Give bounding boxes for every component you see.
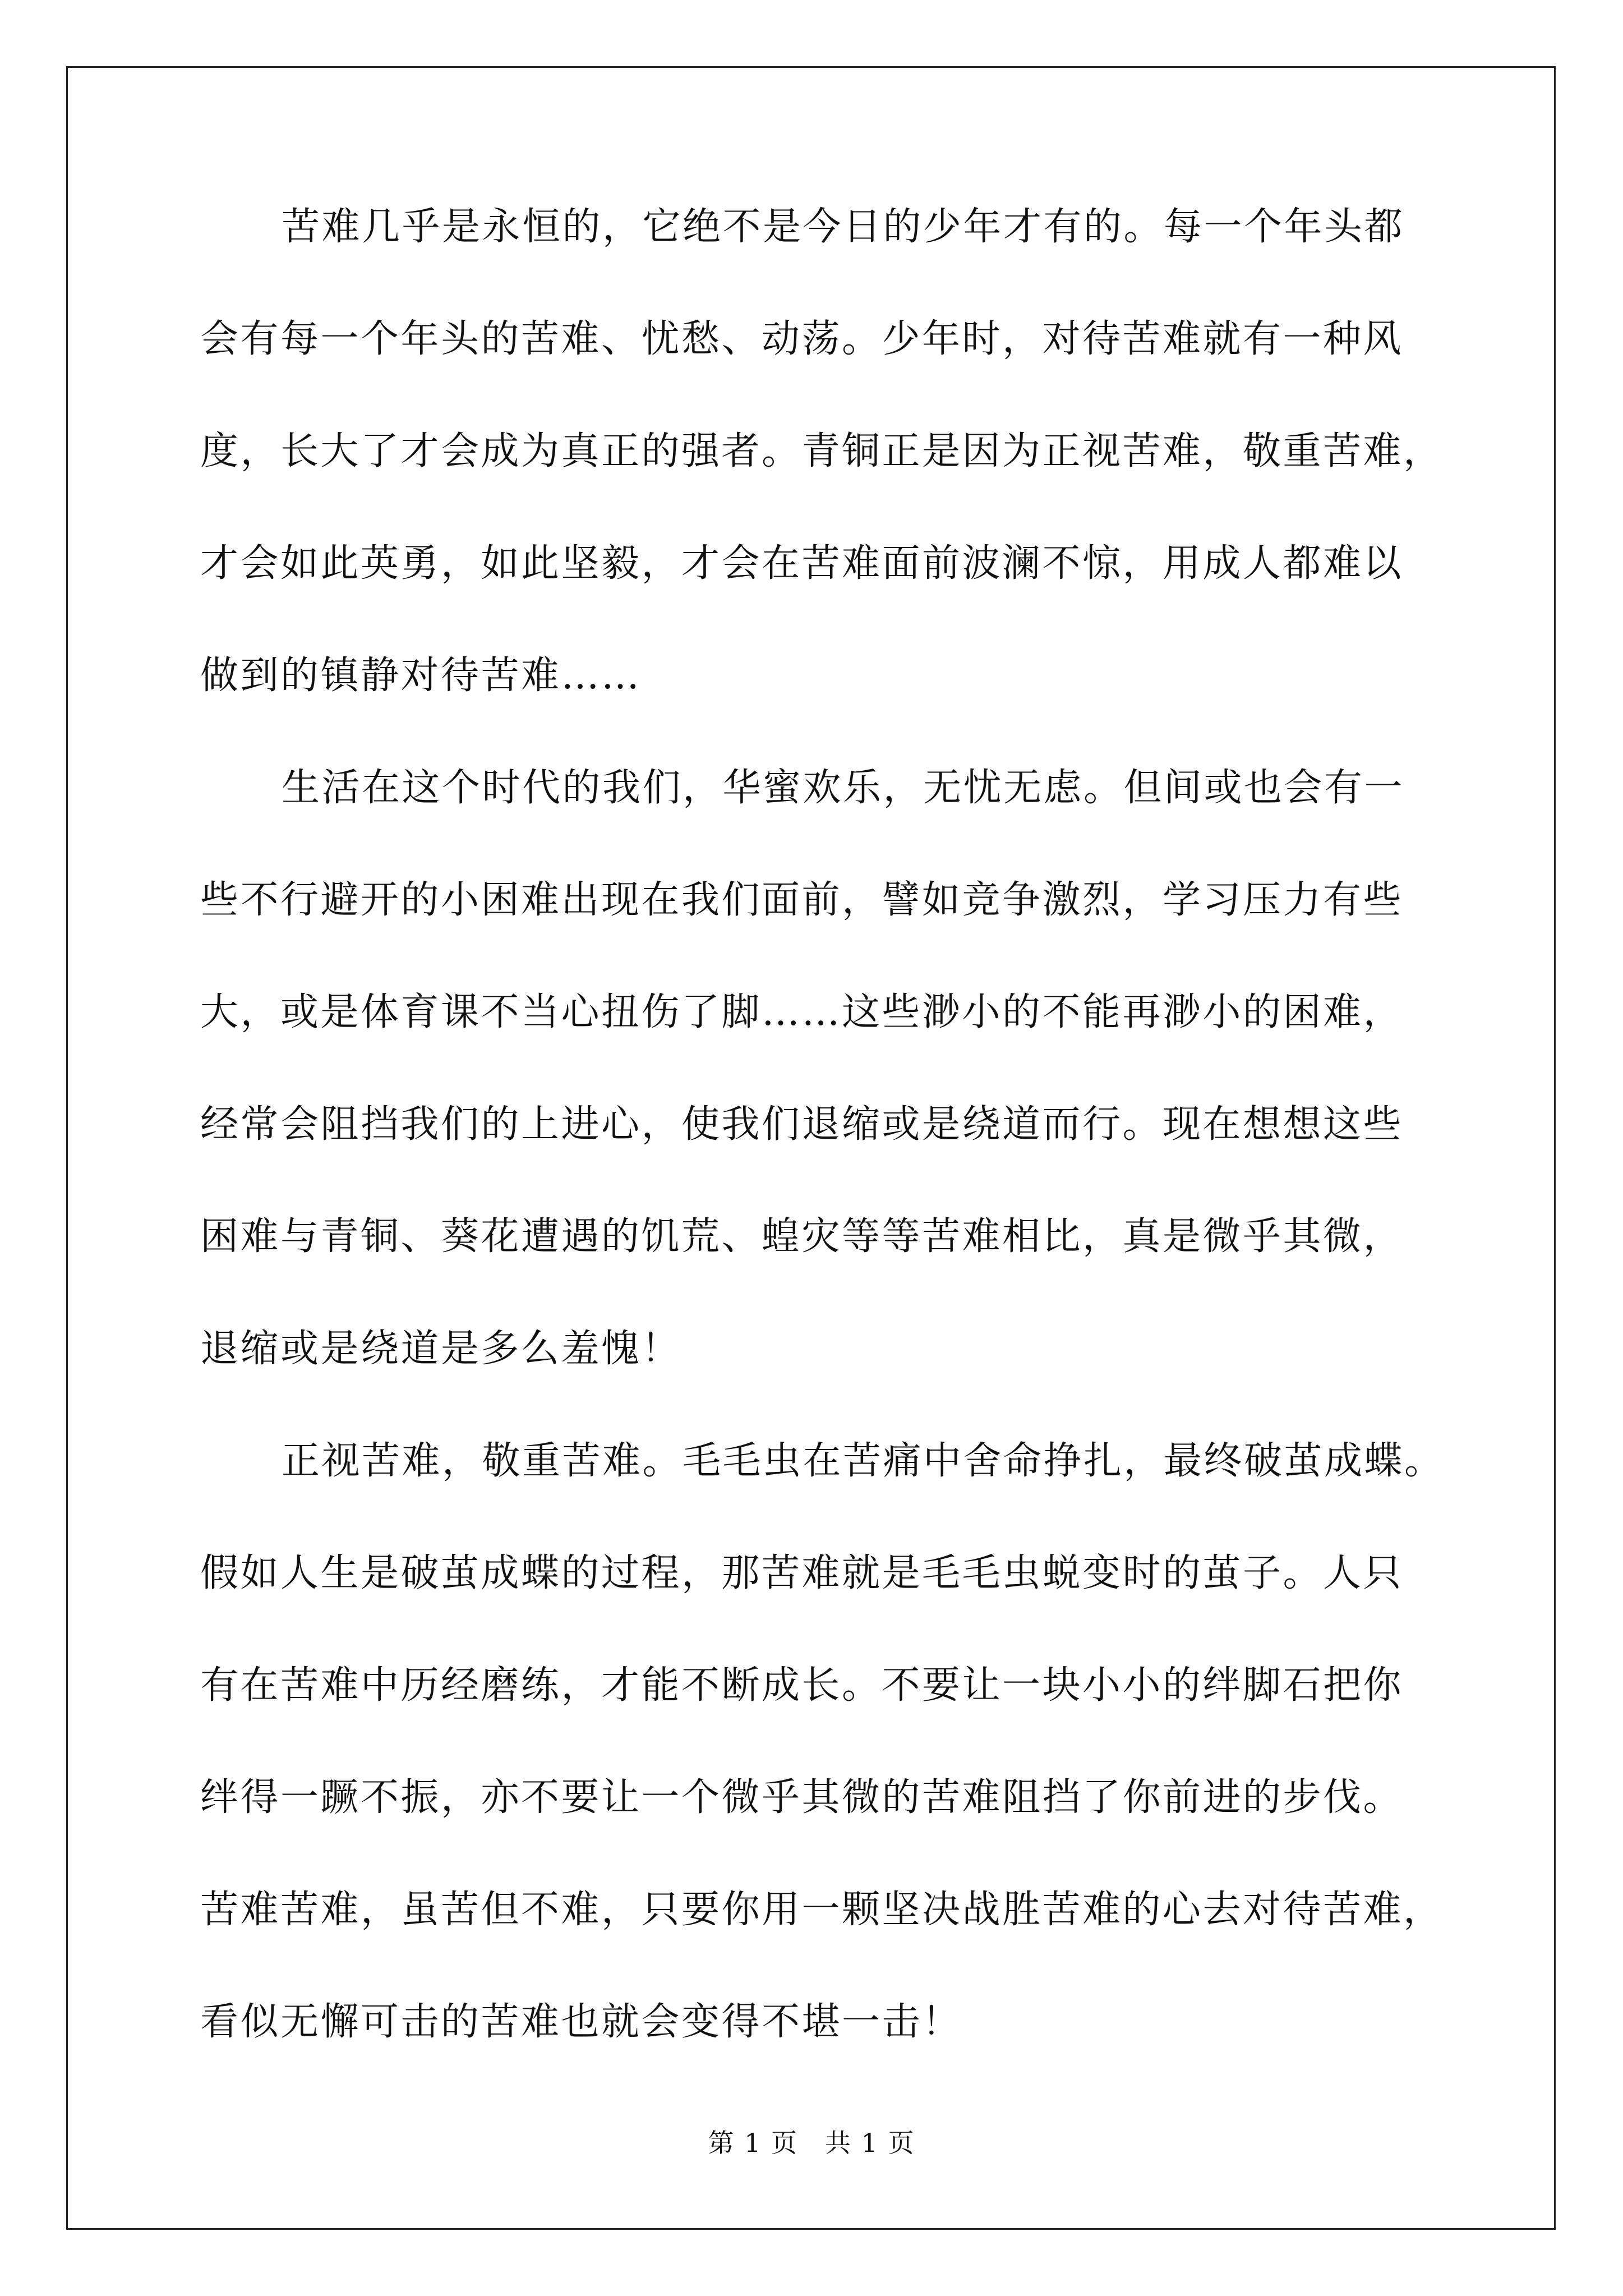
paragraph-1-line-5: 做到的镇静对待苦难…… — [200, 654, 642, 698]
paragraph-2-line-5: 困难与青铜、葵花遭遇的饥荒、蝗灾等等苦难相比，真是微乎其微， — [200, 1214, 1404, 1259]
paragraph-3-line-2: 假如人生是破茧成蝶的过程，那苦难就是毛毛虫蜕变时的茧子。人只 — [200, 1551, 1404, 1595]
paragraph-2-line-4: 经常会阻挡我们的上进心，使我们退缩或是绕道而行。现在想想这些 — [200, 1102, 1404, 1147]
paragraph-2-line-6: 退缩或是绕道是多么羞愧！ — [200, 1327, 682, 1371]
paragraph-1-line-2: 会有每一个年头的苦难、忧愁、动荡。少年时，对待苦难就有一种风 — [200, 317, 1404, 361]
paragraph-2-line-1: 生活在这个时代的我们，华蜜欢乐，无忧无虑。但间或也会有一 — [282, 766, 1405, 810]
paragraph-1-line-3: 度，长大了才会成为真正的强者。青铜正是因为正视苦难，敬重苦难， — [200, 429, 1444, 473]
paragraph-3-line-6: 看似无懈可击的苦难也就会变得不堪一击！ — [200, 2000, 962, 2044]
paragraph-3-line-1: 正视苦难，敬重苦难。毛毛虫在苦痛中舍命挣扎，最终破茧成蝶。 — [282, 1439, 1445, 1483]
paragraph-1-line-4: 才会如此英勇，如此坚毅，才会在苦难面前波澜不惊，用成人都难以 — [200, 541, 1404, 586]
paragraph-3-line-4: 绊得一蹶不振，亦不要让一个微乎其微的苦难阻挡了你前进的步伐。 — [200, 1775, 1404, 1820]
paragraph-1-line-1: 苦难几乎是永恒的，它绝不是今日的少年才有的。每一个年头都 — [282, 205, 1405, 249]
paragraph-3-line-3: 有在苦难中历经磨练，才能不断成长。不要让一块小小的绊脚石把你 — [200, 1663, 1404, 1708]
paragraph-2-line-3: 大，或是体育课不当心扭伤了脚……这些渺小的不能再渺小的困难， — [200, 990, 1404, 1034]
page-footer: 第 1 页 共 1 页 — [708, 2128, 915, 2158]
paragraph-3-line-5: 苦难苦难，虽苦但不难，只要你用一颗坚决战胜苦难的心去对待苦难， — [200, 1888, 1444, 1932]
paragraph-2-line-2: 些不行避开的小困难出现在我们面前，譬如竞争激烈，学习压力有些 — [200, 878, 1404, 922]
